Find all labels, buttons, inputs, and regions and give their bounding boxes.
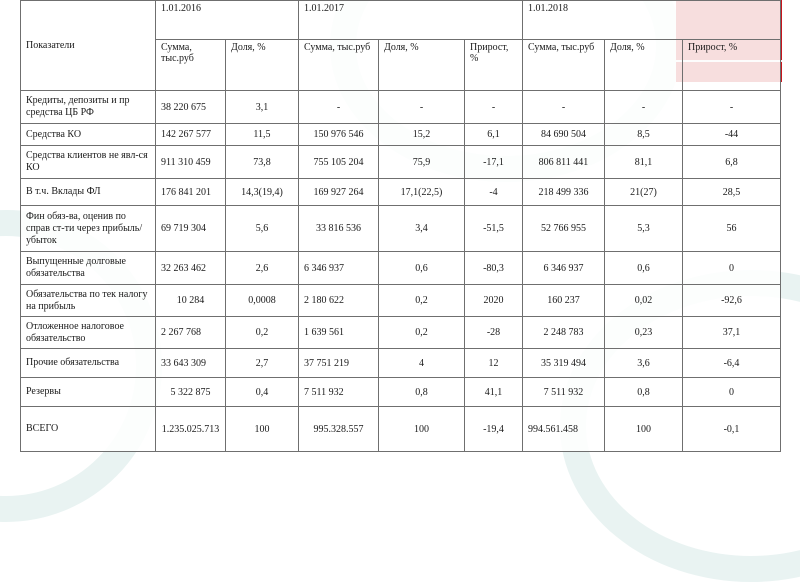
cell-share-2018: 0,6: [605, 252, 683, 285]
header-share-2017: Доля, %: [379, 40, 465, 91]
cell-sum-2017: 755 105 204: [299, 146, 379, 179]
cell-sum-2018: -: [523, 91, 605, 124]
cell-share-2017: 17,1(22,5): [379, 179, 465, 206]
cell-share-2016: 2,7: [226, 349, 299, 378]
cell-growth-2018: 28,5: [683, 179, 781, 206]
header-growth-2017: Прирост, %: [465, 40, 523, 91]
row-label: Фин обяз-ва, оценив по справ ст-ти через прибыль/ убыток: [21, 206, 156, 252]
row-label: ВСЕГО: [21, 407, 156, 452]
cell-share-2016: 0,0008: [226, 285, 299, 317]
cell-share-2017: 0,6: [379, 252, 465, 285]
table-row: [21, 206, 781, 252]
cell-sum-2016: 69 719 304: [156, 206, 226, 252]
cell-growth-2017: 41,1: [465, 378, 523, 407]
cell-growth-2017: -17,1: [465, 146, 523, 179]
cell-share-2018: 0,23: [605, 317, 683, 349]
cell-sum-2016: 5 322 875: [156, 378, 226, 407]
cell-share-2017: 100: [379, 407, 465, 452]
cell-growth-2017: 12: [465, 349, 523, 378]
cell-sum-2018: 6 346 937: [523, 252, 605, 285]
cell-share-2016: 100: [226, 407, 299, 452]
cell-growth-2018: 0: [683, 252, 781, 285]
cell-sum-2016: 2 267 768: [156, 317, 226, 349]
cell-sum-2018: 35 319 494: [523, 349, 605, 378]
cell-share-2016: 14,3(19,4): [226, 179, 299, 206]
cell-sum-2017: 169 927 264: [299, 179, 379, 206]
row-label: Отложенное налоговое обязательство: [21, 317, 156, 349]
row-label: Обязательства по тек налогу на прибыль: [21, 285, 156, 317]
cell-share-2018: 8,5: [605, 124, 683, 146]
cell-sum-2016: 38 220 675: [156, 91, 226, 124]
cell-growth-2017: -4: [465, 179, 523, 206]
cell-sum-2018: 160 237: [523, 285, 605, 317]
cell-share-2018: 81,1: [605, 146, 683, 179]
cell-growth-2017: 2020: [465, 285, 523, 317]
cell-share-2017: 15,2: [379, 124, 465, 146]
cell-share-2017: 0,8: [379, 378, 465, 407]
header-date-2018: 1.01.2018: [523, 1, 781, 40]
header-sum-2017: Сумма, тыс.руб: [299, 40, 379, 91]
cell-growth-2018: 37,1: [683, 317, 781, 349]
cell-growth-2018: 56: [683, 206, 781, 252]
cell-growth-2018: 6,8: [683, 146, 781, 179]
cell-sum-2017: 150 976 546: [299, 124, 379, 146]
header-growth-2018: Прирост, %: [683, 40, 781, 91]
table-row-total: [21, 407, 781, 452]
cell-share-2018: 21(27): [605, 179, 683, 206]
cell-sum-2016: 911 310 459: [156, 146, 226, 179]
row-label: Кредиты, депозиты и пр средства ЦБ РФ: [21, 91, 156, 124]
row-label: Прочие обязательства: [21, 349, 156, 378]
liabilities-table: [20, 0, 781, 452]
header-date-2017: 1.01.2017: [299, 1, 523, 40]
table-row: [21, 91, 781, 124]
cell-sum-2018: 7 511 932: [523, 378, 605, 407]
table-row: [21, 378, 781, 407]
cell-share-2017: 0,2: [379, 317, 465, 349]
cell-share-2016: 5,6: [226, 206, 299, 252]
cell-share-2018: 0,02: [605, 285, 683, 317]
row-label: В т.ч. Вклады ФЛ: [21, 179, 156, 206]
row-label: Выпущенные долговые обязательства: [21, 252, 156, 285]
table-row: [21, 285, 781, 317]
cell-sum-2017: 7 511 932: [299, 378, 379, 407]
cell-growth-2018: -44: [683, 124, 781, 146]
cell-share-2018: 5,3: [605, 206, 683, 252]
cell-share-2017: 75,9: [379, 146, 465, 179]
cell-sum-2017: -: [299, 91, 379, 124]
cell-sum-2018: 994.561.458: [523, 407, 605, 452]
table-row: [21, 252, 781, 285]
header-row-dates: [21, 1, 781, 40]
cell-sum-2018: 84 690 504: [523, 124, 605, 146]
header-sum-2016: Сумма, тыс.руб: [156, 40, 226, 91]
cell-share-2018: 0,8: [605, 378, 683, 407]
cell-sum-2016: 1.235.025.713: [156, 407, 226, 452]
cell-share-2016: 3,1: [226, 91, 299, 124]
cell-growth-2017: -28: [465, 317, 523, 349]
cell-sum-2018: 218 499 336: [523, 179, 605, 206]
cell-share-2017: 4: [379, 349, 465, 378]
cell-share-2016: 11,5: [226, 124, 299, 146]
cell-growth-2018: -0,1: [683, 407, 781, 452]
cell-sum-2017: 995.328.557: [299, 407, 379, 452]
cell-sum-2016: 32 263 462: [156, 252, 226, 285]
cell-growth-2018: -92,6: [683, 285, 781, 317]
row-label: Резервы: [21, 378, 156, 407]
header-share-2016: Доля, %: [226, 40, 299, 91]
cell-sum-2018: 52 766 955: [523, 206, 605, 252]
cell-share-2018: 3,6: [605, 349, 683, 378]
cell-sum-2017: 33 816 536: [299, 206, 379, 252]
cell-growth-2017: -: [465, 91, 523, 124]
header-date-2016: 1.01.2016: [156, 1, 299, 40]
cell-sum-2017: 6 346 937: [299, 252, 379, 285]
cell-growth-2017: -80,3: [465, 252, 523, 285]
cell-sum-2017: 37 751 219: [299, 349, 379, 378]
table-row: [21, 349, 781, 378]
cell-share-2016: 0,2: [226, 317, 299, 349]
cell-sum-2017: 1 639 561: [299, 317, 379, 349]
header-sum-2018: Сумма, тыс.руб: [523, 40, 605, 91]
cell-share-2016: 0,4: [226, 378, 299, 407]
cell-sum-2016: 10 284: [156, 285, 226, 317]
cell-sum-2018: 2 248 783: [523, 317, 605, 349]
cell-share-2016: 2,6: [226, 252, 299, 285]
cell-growth-2017: 6,1: [465, 124, 523, 146]
cell-sum-2016: 176 841 201: [156, 179, 226, 206]
cell-sum-2017: 2 180 622: [299, 285, 379, 317]
header-indicator: Показатели: [21, 1, 156, 91]
cell-share-2018: -: [605, 91, 683, 124]
cell-share-2018: 100: [605, 407, 683, 452]
cell-growth-2018: -6,4: [683, 349, 781, 378]
table-row: [21, 146, 781, 179]
table-row: [21, 317, 781, 349]
cell-growth-2018: -: [683, 91, 781, 124]
cell-sum-2016: 33 643 309: [156, 349, 226, 378]
cell-growth-2017: -51,5: [465, 206, 523, 252]
cell-growth-2018: 0: [683, 378, 781, 407]
cell-share-2016: 73,8: [226, 146, 299, 179]
row-label: Средства КО: [21, 124, 156, 146]
cell-share-2017: -: [379, 91, 465, 124]
header-share-2018: Доля, %: [605, 40, 683, 91]
cell-growth-2017: -19,4: [465, 407, 523, 452]
table-row: [21, 179, 781, 206]
cell-sum-2018: 806 811 441: [523, 146, 605, 179]
cell-share-2017: 3,4: [379, 206, 465, 252]
cell-share-2017: 0,2: [379, 285, 465, 317]
row-label: Средства клиентов не явл-ся КО: [21, 146, 156, 179]
table-row: [21, 124, 781, 146]
cell-sum-2016: 142 267 577: [156, 124, 226, 146]
